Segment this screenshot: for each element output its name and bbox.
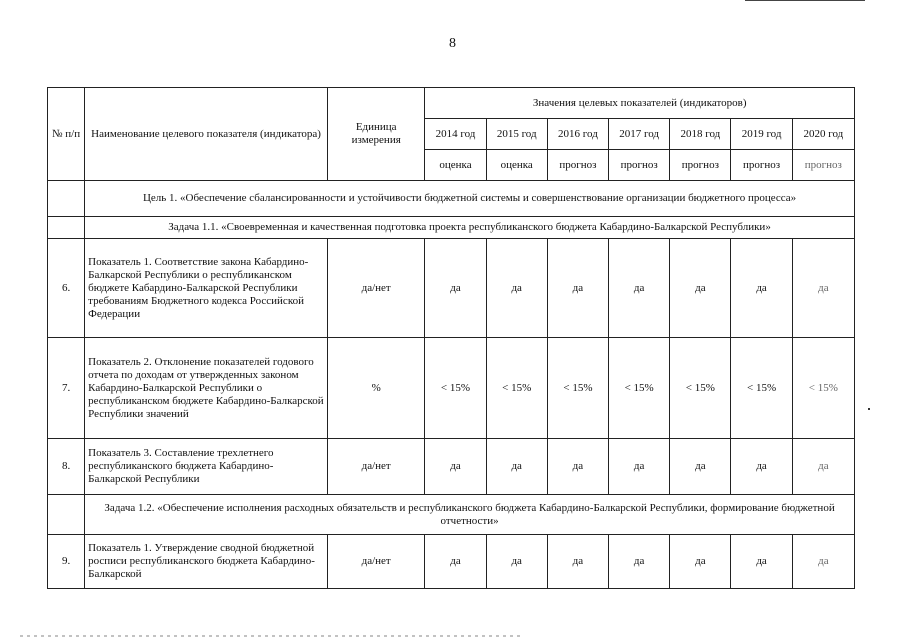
header-type: прогноз bbox=[547, 150, 608, 181]
task-1-text: Задача 1.1. «Своевременная и качественная подготовка проекта республиканского бюджета Кабардино-Балкарской Республики» bbox=[85, 217, 855, 239]
row-unit: % bbox=[328, 338, 425, 439]
row-value: да bbox=[792, 535, 854, 589]
row-value: да bbox=[670, 535, 731, 589]
header-type: прогноз bbox=[670, 150, 731, 181]
row-value: да bbox=[792, 239, 854, 338]
row-value: < 15% bbox=[486, 338, 547, 439]
header-name: Наименование целевого показателя (индикатора) bbox=[85, 88, 328, 181]
table-row bbox=[48, 535, 855, 589]
header-type: прогноз bbox=[731, 150, 792, 181]
row-value: да bbox=[609, 439, 670, 495]
row-value: да bbox=[792, 439, 854, 495]
table-row bbox=[48, 439, 855, 495]
row-value: да bbox=[731, 535, 792, 589]
goal-row bbox=[48, 181, 855, 217]
row-value: да bbox=[609, 239, 670, 338]
row-unit: да/нет bbox=[328, 535, 425, 589]
row-value: < 15% bbox=[731, 338, 792, 439]
row-value: да bbox=[425, 239, 486, 338]
task-2-text: Задача 1.2. «Обеспечение исполнения расходных обязательств и республиканского бюджета Кабардино-Балкарской Республики, формирование бюджетной отчетности» bbox=[85, 495, 855, 535]
row-value: да bbox=[425, 535, 486, 589]
task-num-cell bbox=[48, 217, 85, 239]
row-value: да bbox=[547, 439, 608, 495]
row-name: Показатель 2. Отклонение показателей годового отчета по доходам от утвержденных законом Кабардино-Балкарской Республики о республиканском бюджете Кабардино-Балкарской Республики значений bbox=[85, 338, 328, 439]
row-value: < 15% bbox=[547, 338, 608, 439]
header-num: № п/п bbox=[48, 88, 85, 181]
row-num: 9. bbox=[48, 535, 85, 589]
row-value: да bbox=[670, 239, 731, 338]
header-type: оценка bbox=[425, 150, 486, 181]
row-value: да bbox=[486, 535, 547, 589]
row-value: < 15% bbox=[425, 338, 486, 439]
page-number: 8 bbox=[449, 36, 456, 51]
goal-num-cell bbox=[48, 181, 85, 217]
row-num: 6. bbox=[48, 239, 85, 338]
header-type: прогноз bbox=[609, 150, 670, 181]
task-row bbox=[48, 217, 855, 239]
row-num: 7. bbox=[48, 338, 85, 439]
row-name: Показатель 3. Составление трехлетнего республиканского бюджета Кабардино-Балкарской Республики bbox=[85, 439, 328, 495]
task-row bbox=[48, 495, 855, 535]
header-year: 2016 год bbox=[547, 119, 608, 150]
indicators-table bbox=[47, 87, 855, 589]
row-value: да bbox=[547, 239, 608, 338]
header-year: 2020 год bbox=[792, 119, 854, 150]
scan-bottom-noise bbox=[20, 635, 520, 637]
row-unit: да/нет bbox=[328, 439, 425, 495]
row-name: Показатель 1. Соответствие закона Кабардино-Балкарской Республики о республиканском бюджете Кабардино-Балкарской Республики требованиям Бюджетного кодекса Российской Федерации bbox=[85, 239, 328, 338]
header-year: 2015 год bbox=[486, 119, 547, 150]
header-year: 2014 год bbox=[425, 119, 486, 150]
header-type: прогноз bbox=[792, 150, 854, 181]
row-value: да bbox=[731, 439, 792, 495]
row-num: 8. bbox=[48, 439, 85, 495]
header-unit: Единица измерения bbox=[328, 88, 425, 181]
row-value: да bbox=[486, 239, 547, 338]
table-row bbox=[48, 338, 855, 439]
header-year: 2018 год bbox=[670, 119, 731, 150]
row-value: < 15% bbox=[792, 338, 854, 439]
task-num-cell bbox=[48, 495, 85, 535]
row-name: Показатель 1. Утверждение сводной бюджетной росписи республиканского бюджета Кабардино-Балкарской bbox=[85, 535, 328, 589]
scan-edge-line bbox=[745, 0, 865, 1]
header-type: оценка bbox=[486, 150, 547, 181]
header-values-group: Значения целевых показателей (индикаторов) bbox=[425, 88, 855, 119]
scan-speck bbox=[868, 408, 870, 410]
header-row-group bbox=[48, 88, 855, 119]
row-unit: да/нет bbox=[328, 239, 425, 338]
row-value: да bbox=[609, 535, 670, 589]
header-year: 2017 год bbox=[609, 119, 670, 150]
row-value: да bbox=[547, 535, 608, 589]
row-value: да bbox=[425, 439, 486, 495]
header-year: 2019 год bbox=[731, 119, 792, 150]
row-value: < 15% bbox=[670, 338, 731, 439]
table-row bbox=[48, 239, 855, 338]
row-value: да bbox=[670, 439, 731, 495]
row-value: < 15% bbox=[609, 338, 670, 439]
row-value: да bbox=[486, 439, 547, 495]
row-value: да bbox=[731, 239, 792, 338]
goal-text: Цель 1. «Обеспечение сбалансированности и устойчивости бюджетной системы и совершенствование организации бюджетного процесса» bbox=[85, 181, 855, 217]
